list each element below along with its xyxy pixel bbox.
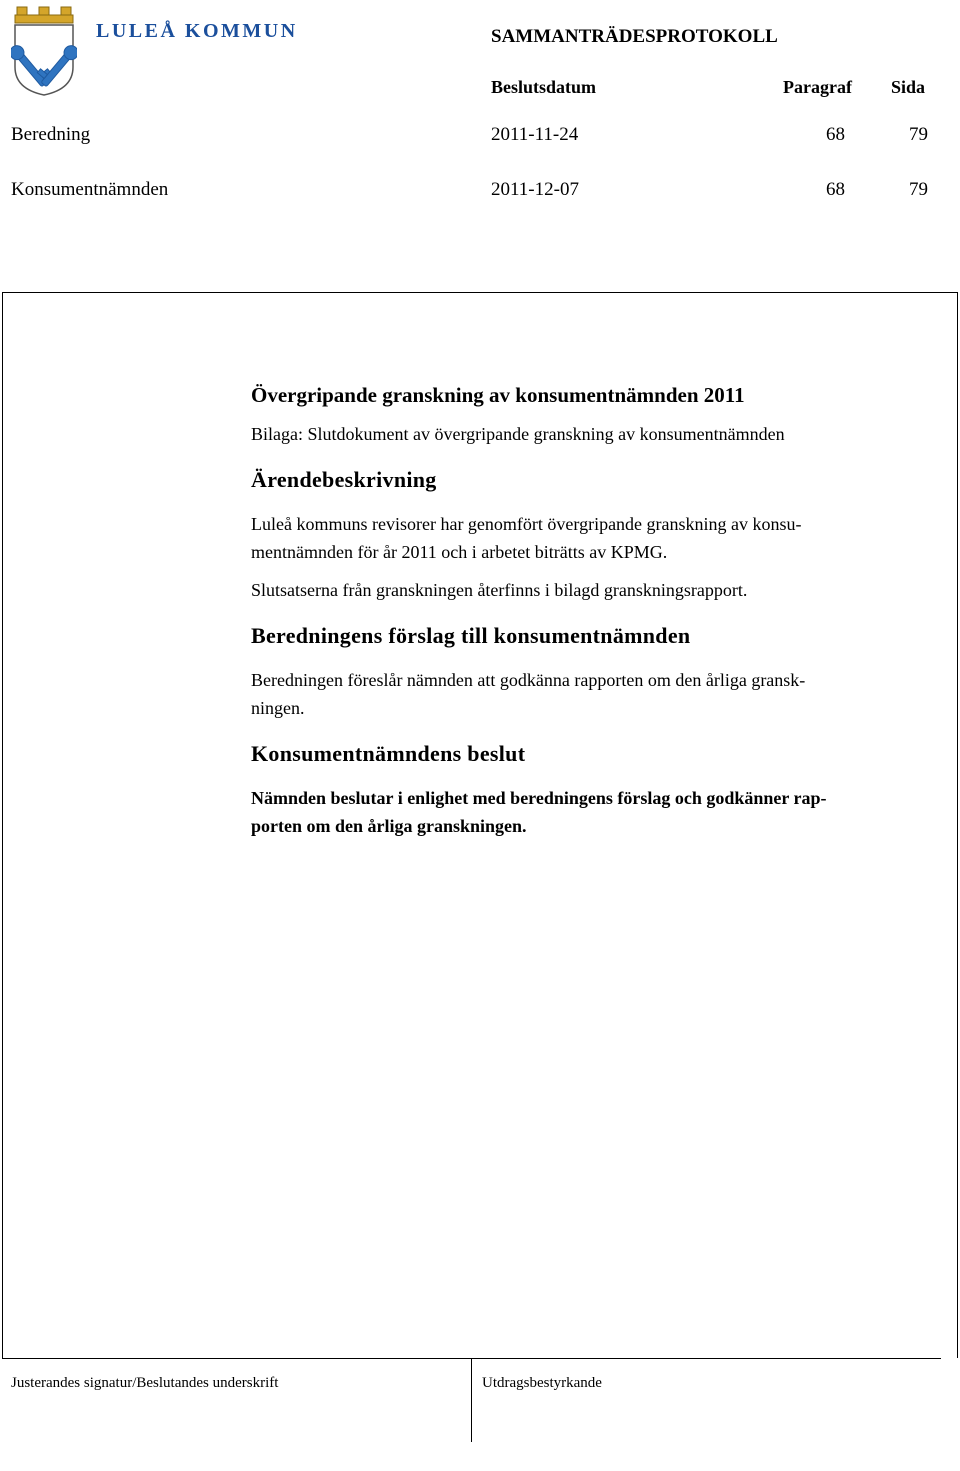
minutes-body [251,380,951,840]
matter-title: Övergripande granskning av konsumentnämnden 2011 [251,383,745,407]
paragraph-line: porten om den årliga granskningen. [251,816,527,836]
record-paragraph: 68 [826,179,845,200]
record-name: Konsumentnämnden [11,179,169,200]
signature-label: Justerandes signatur/Beslutandes underskrift [11,1375,279,1391]
column-header-decision-date: Beslutsdatum [491,77,597,97]
record-date: 2011-11-24 [491,124,579,145]
heading-case-description: Ärendebeskrivning [251,467,437,492]
column-header-page: Sida [891,77,926,97]
column-header-paragraph: Paragraf [783,77,852,97]
record-paragraph: 68 [826,124,845,145]
decision-paragraph [251,784,951,840]
lulea-coat-of-arms-logo [11,5,77,97]
case-description-paragraph [251,510,951,566]
crown-icon [15,7,73,23]
footer-divider [471,1358,472,1442]
paragraph-line: ningen. [251,698,305,718]
frame-top-border [2,292,958,293]
heading-preparation-proposal: Beredningens förslag till konsumentnämnden [251,623,691,648]
conclusions-paragraph: Slutsatserna från granskningen återfinns i bilagd granskningsrapport. [251,580,748,600]
record-name: Beredning [11,124,91,145]
frame-right-border [957,292,958,1358]
paragraph-line: mentnämnden för år 2011 och i arbetet biträtts av KPMG. [251,542,668,562]
proposal-paragraph [251,666,951,722]
record-date: 2011-12-07 [491,179,579,200]
extract-certification-label: Utdragsbestyrkande [482,1375,602,1391]
paragraph-line: Luleå kommuns revisorer har genomfört övergripande granskning av konsu- [251,514,802,534]
paragraph-line: Beredningen föreslår nämnden att godkänna rapporten om den årliga gransk- [251,670,806,690]
record-page: 79 [909,124,928,145]
document-type: SAMMANTRÄDESPROTOKOLL [491,26,778,47]
attachment-line: Bilaga: Slutdokument av övergripande granskning av konsumentnämnden [251,424,785,444]
frame-left-border [2,292,3,1358]
heading-decision: Konsumentnämndens beslut [251,741,526,766]
record-page: 79 [909,179,928,200]
paragraph-line: Nämnden beslutar i enlighet med beredningens förslag och godkänner rap- [251,788,827,808]
organization-name: LULEÅ KOMMUN [96,20,298,42]
